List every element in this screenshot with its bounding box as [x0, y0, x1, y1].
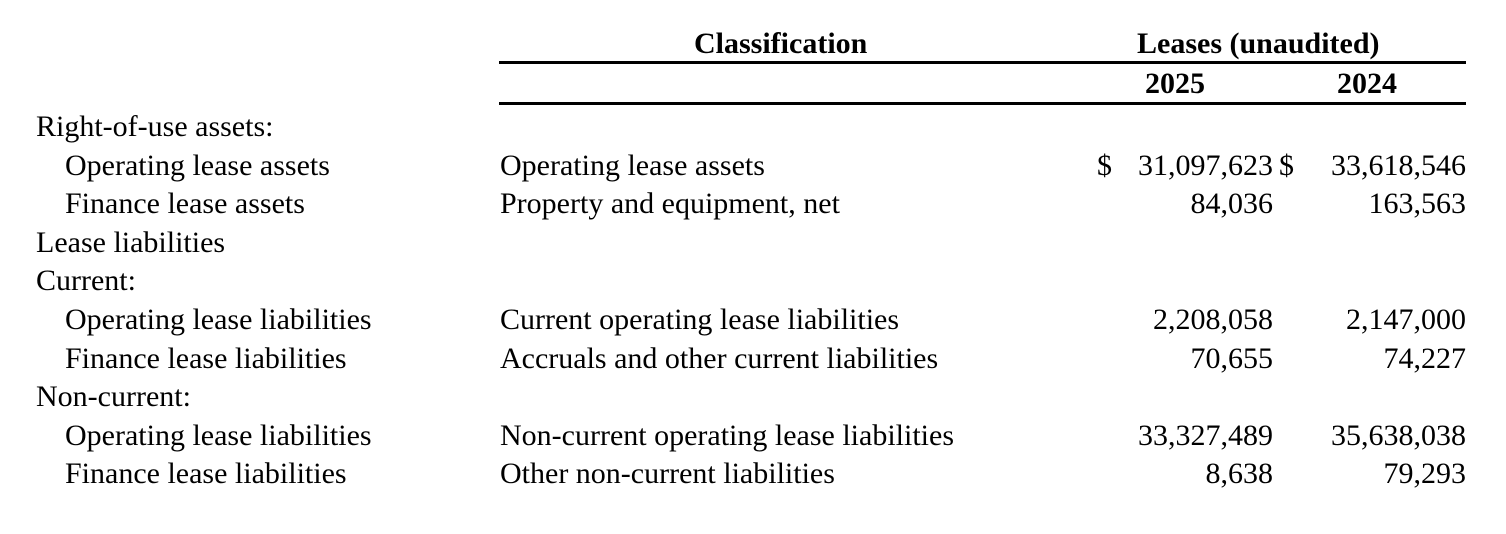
header-classification: Classification	[694, 27, 868, 60]
table-row	[0, 301, 1506, 340]
header-bottom-rule	[499, 102, 1466, 105]
currency-symbol-2024: $	[1279, 148, 1294, 182]
row-label: Finance lease liabilities	[65, 457, 347, 491]
table-row	[0, 378, 1506, 417]
table-row	[0, 340, 1506, 379]
header-year-2025: 2025	[1145, 67, 1205, 100]
table-row	[0, 185, 1506, 224]
value-2025: 70,655	[1190, 341, 1273, 375]
row-label: Operating lease liabilities	[65, 303, 372, 336]
value-2024: 79,293	[1383, 457, 1466, 491]
row-classification: Operating lease assets	[500, 148, 765, 182]
row-label: Operating lease assets	[65, 148, 330, 182]
row-classification: Accruals and other current liabilities	[500, 341, 939, 375]
value-2025: 33,327,489	[1138, 418, 1273, 452]
row-label: Finance lease assets	[65, 187, 305, 221]
value-2024: 163,563	[1368, 187, 1466, 221]
row-classification: Property and equipment, net	[500, 187, 840, 221]
value-2024: 2,147,000	[1346, 303, 1466, 336]
row-label: Current:	[36, 264, 136, 298]
table-row	[0, 108, 1506, 147]
value-2024: 74,227	[1383, 341, 1466, 375]
table-row	[0, 224, 1506, 263]
table-row	[0, 455, 1506, 494]
value-2025: 2,208,058	[1153, 303, 1273, 336]
row-label: Right-of-use assets:	[36, 110, 274, 143]
header-top-rule	[499, 61, 1466, 64]
row-label: Non-current:	[36, 380, 191, 414]
value-2024: 35,638,038	[1331, 418, 1466, 452]
value-2025: 8,638	[1205, 457, 1273, 491]
currency-symbol-2025: $	[1097, 148, 1112, 182]
row-classification: Other non-current liabilities	[500, 457, 835, 491]
row-classification: Current operating lease liabilities	[500, 303, 900, 336]
table-row	[0, 147, 1506, 186]
row-classification: Non-current operating lease liabilities	[500, 418, 954, 452]
value-2025: 84,036	[1190, 187, 1273, 221]
row-label: Lease liabilities	[36, 225, 226, 259]
table-row	[0, 417, 1506, 456]
header-year-2024: 2024	[1337, 67, 1397, 100]
row-label: Finance lease liabilities	[65, 341, 347, 375]
value-2024: 33,618,546	[1331, 148, 1466, 182]
row-label: Operating lease liabilities	[65, 418, 372, 452]
header-leases: Leases (unaudited)	[1137, 27, 1380, 60]
table-row	[0, 262, 1506, 301]
value-2025: 31,097,623	[1138, 148, 1273, 182]
